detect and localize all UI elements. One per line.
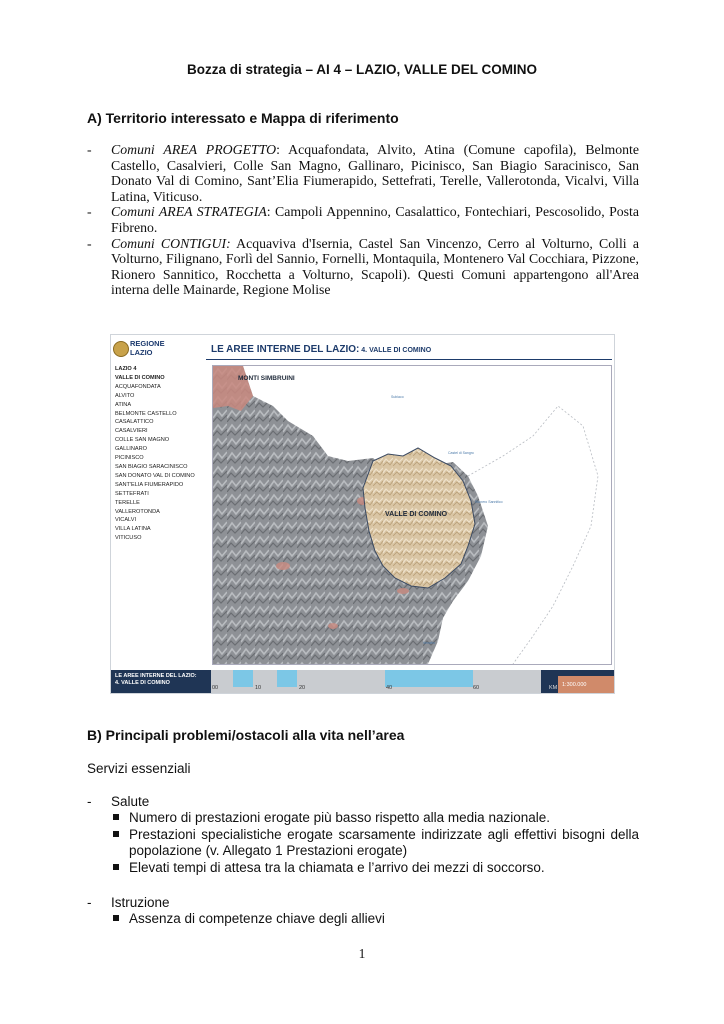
legend-item: SAN DONATO VAL DI COMINO (115, 472, 195, 479)
section-b-heading: B) Principali problemi/ostacoli alla vita nell’area (87, 727, 405, 743)
legend-item: CASALATTICO (115, 419, 154, 426)
regione-lazio-logo: REGIONE LAZIO (113, 339, 173, 359)
area-map-figure (110, 334, 615, 694)
legend-item: ALVITO (115, 392, 135, 399)
legend-item: BELMONTE CASTELLO (115, 410, 177, 417)
place-label: Subiaco (391, 395, 404, 399)
list-item: - Comuni AREA PROGETTO: Acquafondata, Alvito, Atina (Comune capofila), Belmonte Castello, Casalvieri, Colle San Magno, Gallinaro, Picinisco, San Biagio Saracinisco, San Donato Val di Comino, Sant’Elia Fiumerapido, Settefrati, Terelle, Vallerotonda, Vicalvi, Villa Latina, Viticuso. (87, 142, 640, 204)
list-item-text: : Campoli Appennino, Casalattico, Fontechiari, Pescosolido, Posta Fibreno. (111, 204, 639, 235)
scale-unit: KM (549, 685, 558, 691)
legend-item: SANT'ELIA FIUMERAPIDO (115, 481, 184, 488)
legend-item: ACQUAFONDATA (115, 383, 161, 390)
list-item: Elevati tempi di attesa tra la chiamata e l’arrivo dei mezzi di soccorso. (87, 860, 639, 876)
scale-tick: 10 (255, 685, 262, 691)
legend-item: PICINISCO (115, 455, 144, 462)
legend-item: SAN BIAGIO SARACINISCO (115, 463, 188, 470)
document-title: Bozza di strategia – AI 4 – LAZIO, VALLE DEL COMINO (186, 62, 538, 77)
scale-tick: 20 (299, 685, 306, 691)
pink-patch (397, 588, 409, 594)
bullet-icon (113, 915, 119, 921)
legend-item: COLLE SAN MAGNO (115, 437, 170, 444)
bullet-icon (113, 831, 119, 837)
list-item-text: : Acquafondata, Alvito, Atina (Comune capofila), Belmonte Castello, Casalvieri, Colle San Magno, Gallinaro, Picinisco, San Biagio Saracinisco, San Donato Val di Comino, Sant’Elia Fiumerapido, Settefrati, Terelle, Vallerotonda, Vicalvi, Villa Latina, Viticuso. (111, 142, 640, 204)
legend-item: VICALVI (115, 517, 137, 524)
scale-tick: 00 (212, 685, 219, 691)
legend-item: VILLA LATINA (115, 526, 151, 533)
legend-item: VITICUSO (115, 535, 142, 542)
scale-bar-caption: LE AREE INTERNE DEL LAZIO: 4. VALLE DI COMINO (115, 673, 197, 686)
list-item-label: Comuni AREA PROGETTO (111, 142, 277, 157)
section-a-heading: A) Territorio interessato e Mappa di riferimento (87, 110, 399, 126)
pink-patch (276, 562, 290, 570)
pink-patch (328, 623, 338, 629)
problem-group-istruzione (87, 895, 639, 928)
list-item: Prestazioni specialistiche erogate scarsamente indirizzate agli effettivi bisogni della popolazione (v. Allegato 1 Prestazioni erogate) (87, 827, 639, 860)
bullet-icon (113, 814, 119, 820)
scale-segment (233, 670, 253, 687)
legend-item: GALLINARO (115, 446, 148, 453)
map-scale-bar (111, 670, 614, 693)
scale-segment (277, 670, 297, 687)
map-title: LE AREE INTERNE DEL LAZIO: 4. VALLE DI COMINO (211, 344, 432, 355)
legend-item: ATINA (115, 401, 132, 408)
map-legend: LAZIO 4 VALLE DI COMINO ACQUAFONDATA ALVITO ATINA BELMONTE CASTELLO CASALATTICO CASALVIERI COLLE SAN MAGNO GALLINARO PICINISCO SAN BIAGIO SARACINISCO SAN DONATO VAL DI COMINO SANT'ELIA FIUMERAPIDO SETTEFRATI TERELLE VALLEROTONDA VICALVI VILLA LATINA VITICUSO (115, 365, 211, 543)
group-title: - Istruzione (87, 895, 170, 910)
place-label: Venafro (423, 641, 436, 645)
list-item: Numero di prestazioni erogate più basso rispetto alla media nazionale. (87, 810, 639, 826)
scale-ruler (211, 670, 541, 693)
regione-emblem-icon (113, 341, 129, 357)
legend-item: SETTEFRATI (115, 490, 149, 497)
problem-group-salute (87, 794, 639, 876)
legend-item: CASALVIERI (115, 428, 148, 435)
scale-tick: 40 (386, 685, 393, 691)
place-label: Castel di Sangro (448, 451, 474, 455)
scale-ratio: 1:300.000 (558, 676, 614, 693)
scale-tick: 60 (473, 685, 480, 691)
terrain-map (212, 365, 612, 665)
monti-simbruini-label: MONTI SIMBRUINI (238, 375, 295, 382)
list-item: - Comuni CONTIGUI: Acquaviva d'Isernia, Castel San Vincenzo, Cerro al Volturno, Colli a Volturno, Filignano, Forlì del Sannio, Fornelli, Montaquila, Montenero Val Cocchiara, Pizzone, Rionero Sannitico, Rocchetta a Volturno, Scapoli). Questi Comuni appartengono all'Area interna delle Mainarde, Regione Molise (87, 235, 639, 298)
list-item-text: Acquaviva d'Isernia, Castel San Vincenzo, Cerro al Volturno, Colli a Volturno, Filignano, Forlì del Sannio, Fornelli, Montaquila, Montenero Val Cocchiara, Pizzone, Rionero Sannitico, Rocchetta a Volturno, Scapoli). Questi Comuni appartengono all'Area interna delle Mainarde, Regione Molise (111, 235, 639, 298)
legend-item: VALLEROTONDA (115, 508, 160, 515)
group-title: - Salute (87, 794, 150, 809)
place-label: Rionero Sannitico (475, 500, 503, 504)
list-item: Assenza di competenze chiave degli allievi (87, 911, 639, 927)
divider (206, 359, 612, 360)
valle-di-comino-label: VALLE DI COMINO (385, 511, 448, 518)
list-item-label: Comuni CONTIGUI: (111, 235, 231, 251)
scale-segment (385, 670, 473, 687)
map-header (111, 335, 614, 363)
bullet-icon (113, 864, 119, 870)
legend-item: TERELLE (115, 499, 140, 506)
regional-border (468, 406, 598, 664)
page-number: 1 (358, 946, 366, 961)
list-item-label: Comuni AREA STRATEGIA (111, 204, 267, 220)
list-item: - Comuni AREA STRATEGIA: Campoli Appennino, Casalattico, Fontechiari, Pescosolido, Posta Fibreno. (87, 204, 639, 235)
terrain-map-graphic (213, 366, 611, 664)
area-list (87, 142, 639, 298)
section-b-subtitle: Servizi essenziali (87, 761, 191, 776)
